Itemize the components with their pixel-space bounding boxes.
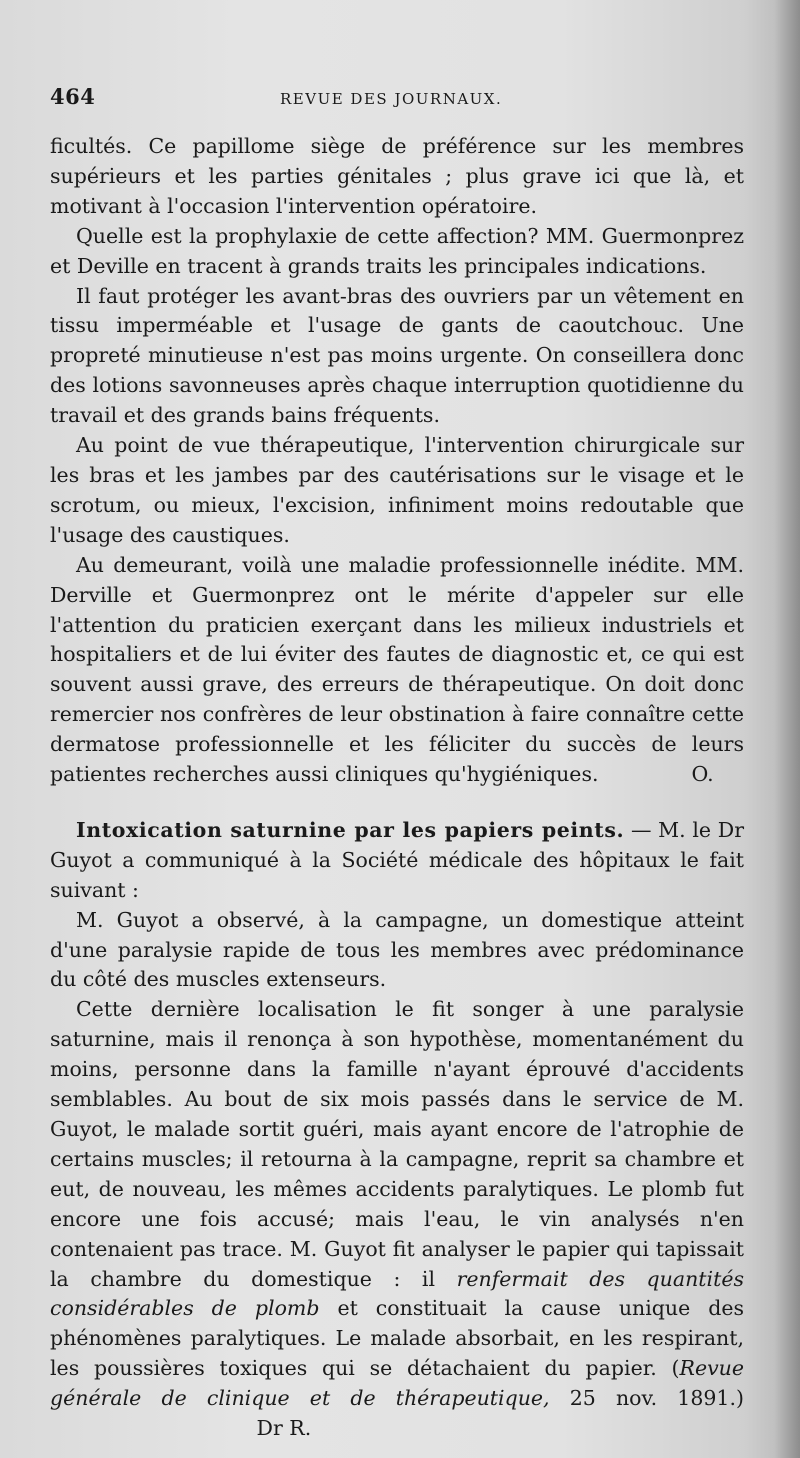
- paragraph: [50, 551, 744, 790]
- intro-text: — M. le Dr Guyot a communiqué à la Société médicale des hôpitaux le fait suivant :: [50, 817, 744, 902]
- paragraph: [50, 816, 744, 906]
- article-papillome: [50, 132, 744, 790]
- running-title: REVUE DES JOURNAUX.: [280, 90, 503, 108]
- source-date: 25 nov. 1891.): [549, 1386, 744, 1411]
- paragraph-text: Au demeurant, voilà une maladie professionnelle inédite. MM. Derville et Guermonprez ont le mérite d'appeler sur elle l'attention du praticien exerçant dans les milieux industriels et hospitaliers et de lui éviter des fautes de diagnostic et, ce qui est souvent aussi grave, des erreurs de thérapeutique. On doit donc remercier nos confrères de leur obstination à faire connaître cette dermatose professionnelle et les féliciter du succès de leurs patientes recherches aussi cliniques qu'hygiéniques.: [50, 552, 744, 787]
- article-heading: Intoxication saturnine par les papiers peints.: [76, 817, 625, 842]
- page-header: [50, 84, 744, 118]
- paragraph-text: Cette dernière localisation le fit songer à une paralysie saturnine, mais il renonça à son hypothèse, momentanément du moins, personne dans la famille n'ayant éprouvé d'accidents semblables. Au bout de six mois passés dans le service de M. Guyot, le malade sortit guéri, mais ayant encore de l'atrophie de certains muscles; il retourna à la campagne, reprit sa chambre et eut, de nouveau, les mêmes accidents paralytiques. Le plomb fut encore une fois accusé; mais l'eau, le vin analysés n'en contenaient pas trace. M. Guyot fit analyser le papier qui tapissait la chambre du domestique : il: [50, 997, 744, 1291]
- paragraph: Il faut protéger les avant-bras des ouvriers par un vêtement en tissu imperméable et l'usage de gants de caoutchouc. Une propreté minutieuse n'est pas moins urgente. On conseillera donc des lotions savonneuses après chaque interruption quotidienne du travail et des grands bains fréquents.: [50, 283, 744, 428]
- source-citation: Revue générale de clinique et de thérapeutique,: [50, 1356, 744, 1411]
- paragraph: M. Guyot a observé, à la campagne, un domestique atteint d'une paralysie rapide de tous les membres avec prédominance du côté des muscles extenseurs.: [50, 907, 744, 992]
- paragraph-text: et constituait la cause unique des phénomènes paralytiques. Le malade absorbait, en les respirant, les poussières toxiques qui se détachaient du papier. (: [50, 1296, 744, 1381]
- article-intoxication: [50, 816, 744, 1444]
- emphasis-text: renfermait des quantités considérables de plomb: [50, 1266, 744, 1321]
- paragraph: Au point de vue thérapeutique, l'intervention chirurgicale sur les bras et les jambes par des cautérisations sur le visage et le scrotum, ou mieux, l'excision, infiniment moins redoutable que l'usage des caustiques.: [50, 433, 744, 547]
- section-divider-space: [50, 790, 744, 816]
- paragraph: Quelle est la prophylaxie de cette affection? MM. Guermonprez et Deville en tracent à grands traits les principales indications.: [50, 223, 744, 278]
- page-number: 464: [50, 84, 96, 109]
- author-signature: Dr R.: [256, 1416, 312, 1441]
- author-signature: O.: [691, 762, 714, 787]
- paragraph: ficultés. Ce papillome siège de préférence sur les membres supérieurs et les parties génitales ; plus grave ici que là, et motivant à l'occasion l'intervention opératoire.: [50, 134, 744, 218]
- page-edge-shadow: [774, 0, 800, 1458]
- paragraph: [50, 995, 744, 1444]
